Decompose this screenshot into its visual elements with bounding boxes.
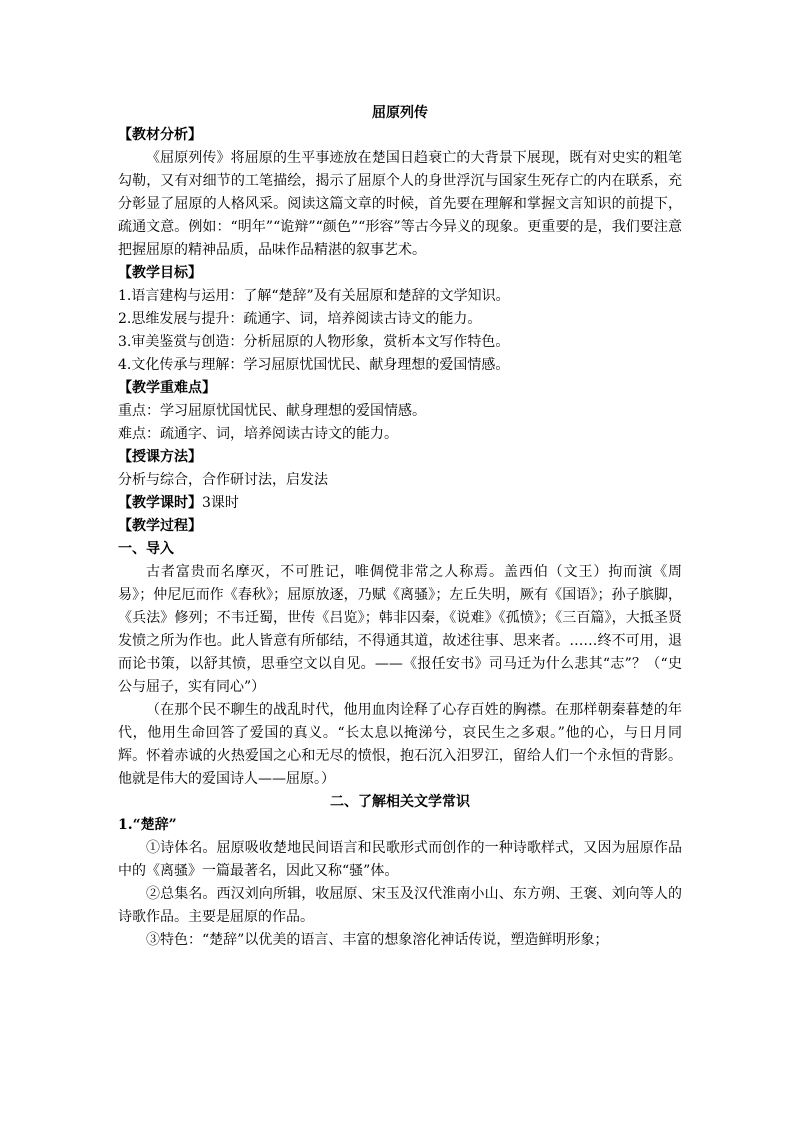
process-heading: 【教学过程】 xyxy=(118,518,202,534)
key-point-item: 重点：学习屈原忧国忧民、献身理想的爱国情感。 xyxy=(118,403,426,419)
chuci-item: ③特色：“楚辞”以优美的语言、丰富的想象溶化神话传说，塑造鲜明形象； xyxy=(146,932,609,948)
intro-paragraph-2: （在那个民不聊生的战乱时代，他用血肉诠释了心存百姓的胸襟。在那样朝秦暮楚的年代，他用生命回答了爱国的真义。“长太息以掩涕兮，哀民生之多艰。”他的心，与日月同辉。怀着赤诚的火热爱国之心和无尽的愤恨，抱石沉入汨罗江，留给人们一个永恒的背影。他就是伟大的爱国诗人——屈原。） xyxy=(118,702,682,787)
key-points-heading: 【教学重难点】 xyxy=(118,380,216,396)
document-body xyxy=(118,102,682,952)
goal-item: 3.审美鉴赏与创造：分析屈原的人物形象，赏析本文写作特色。 xyxy=(118,334,510,350)
chuci-item: ②总集名。西汉刘向所辑，收屈原、宋玉及汉代淮南小山、东方朔、王褒、刘向等人的诗歌作品。主要是屈原的作品。 xyxy=(118,886,682,925)
section-intro-heading: 一、导入 xyxy=(118,541,174,557)
chuci-item: ①诗体名。屈原吸收楚地民间语言和民歌形式而创作的一种诗歌样式，又因为屈原作品中的《离骚》一篇最著名，因此又称“骚”体。 xyxy=(118,840,682,879)
method-text: 分析与综合，合作研讨法，启发法 xyxy=(118,472,328,488)
hours-value: 3课时 xyxy=(202,495,239,511)
key-point-item: 难点：疏通字、词，培养阅读古诗文的能力。 xyxy=(118,426,398,442)
analysis-heading: 【教材分析】 xyxy=(118,127,202,143)
goal-item: 4.文化传承与理解：学习屈原忧国忧民、献身理想的爱国情感。 xyxy=(118,357,510,373)
hours-line xyxy=(118,492,682,515)
section-literature-heading: 二、了解相关文学常识 xyxy=(330,794,470,810)
document-title: 屈原列传 xyxy=(372,105,428,121)
method-heading: 【授课方法】 xyxy=(118,449,202,465)
goal-item: 1.语言建构与运用：了解“楚辞”及有关屈原和楚辞的文学知识。 xyxy=(118,288,510,304)
goal-item: 2.思维发展与提升：疏通字、词，培养阅读古诗文的能力。 xyxy=(118,311,482,327)
chuci-heading: 1.“楚辞” xyxy=(118,817,177,833)
intro-paragraph: 古者富贵而名摩灭，不可胜记，唯倜傥非常之人称焉。盖西伯（文王）拘而演《周易》；仲尼厄而作《春秋》；屈原放逐，乃赋《离骚》；左丘失明，厥有《国语》；孙子膑脚，《兵法》修列；不韦迁蜀，世传《吕览》；韩非囚秦，《说难》《孤愤》；《三百篇》，大抵圣贤发愤之所为作也。此人皆意有所郁结，不得通其道，故述往事、思来者。……终不可用，退而论书策，以舒其愤，思垂空文以自见。——《报任安书》司马迁为什么悲其“志”？（“史公与屈子，实有同心”） xyxy=(118,564,682,695)
goals-heading: 【教学目标】 xyxy=(118,265,202,281)
hours-heading: 【教学课时】 xyxy=(118,495,202,511)
analysis-paragraph: 《屈原列传》将屈原的生平事迹放在楚国日趋衰亡的大背景下展现，既有对史实的粗笔勾勒，又有对细节的工笔描绘，揭示了屈原个人的身世浮沉与国家生死存亡的内在联系，充分彰显了屈原的人格风采。阅读这篇文章的时候，首先要在理解和掌握文言知识的前提下，疏通文意。例如：“明年”“诡辩”“颜色”“形容”等古今异义的现象。更重要的是，我们要注意把握屈原的精神品质，品味作品精湛的叙事艺术。 xyxy=(118,150,682,258)
